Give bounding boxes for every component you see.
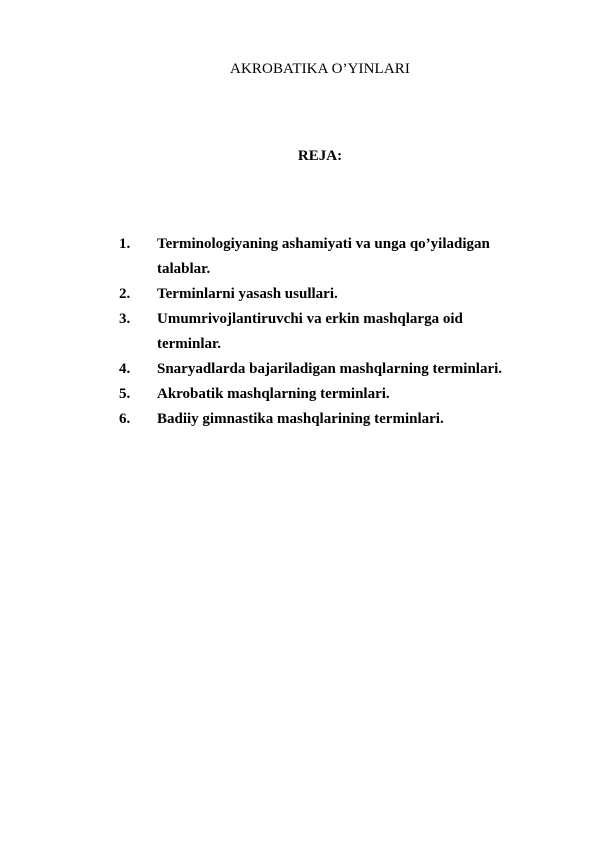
plan-item-text: Snaryadlarda bajariladigan mashqlarning terminlari. [157,361,503,377]
plan-list [119,232,559,432]
plan-item-number: 4. [119,361,131,377]
plan-item-text: Terminlarni yasash usullari. [157,286,338,302]
plan-item-text: Umumrivojlantiruvchi va erkin mashqlarga oid terminlar. [157,311,463,352]
plan-heading: REJA: [297,148,343,164]
plan-item [119,282,559,307]
plan-item-text: Terminologiyaning ashamiyati va unga qo’yiladigan talablar. [157,236,490,277]
plan-item [119,307,559,357]
plan-item [119,232,559,282]
plan-item-number: 1. [119,236,131,252]
plan-item-text: Badiiy gimnastika mashqlarining terminlari. [157,411,444,427]
plan-item-number: 2. [119,286,131,302]
plan-item-text: Akrobatik mashqlarning terminlari. [157,386,390,402]
plan-item-number: 5. [119,386,131,402]
plan-item-number: 6. [119,411,131,427]
document-title: AKROBATIKA O’YINLARI [230,61,410,77]
plan-item [119,382,559,407]
plan-item [119,407,559,432]
plan-item-number: 3. [119,311,131,327]
plan-item [119,357,559,382]
